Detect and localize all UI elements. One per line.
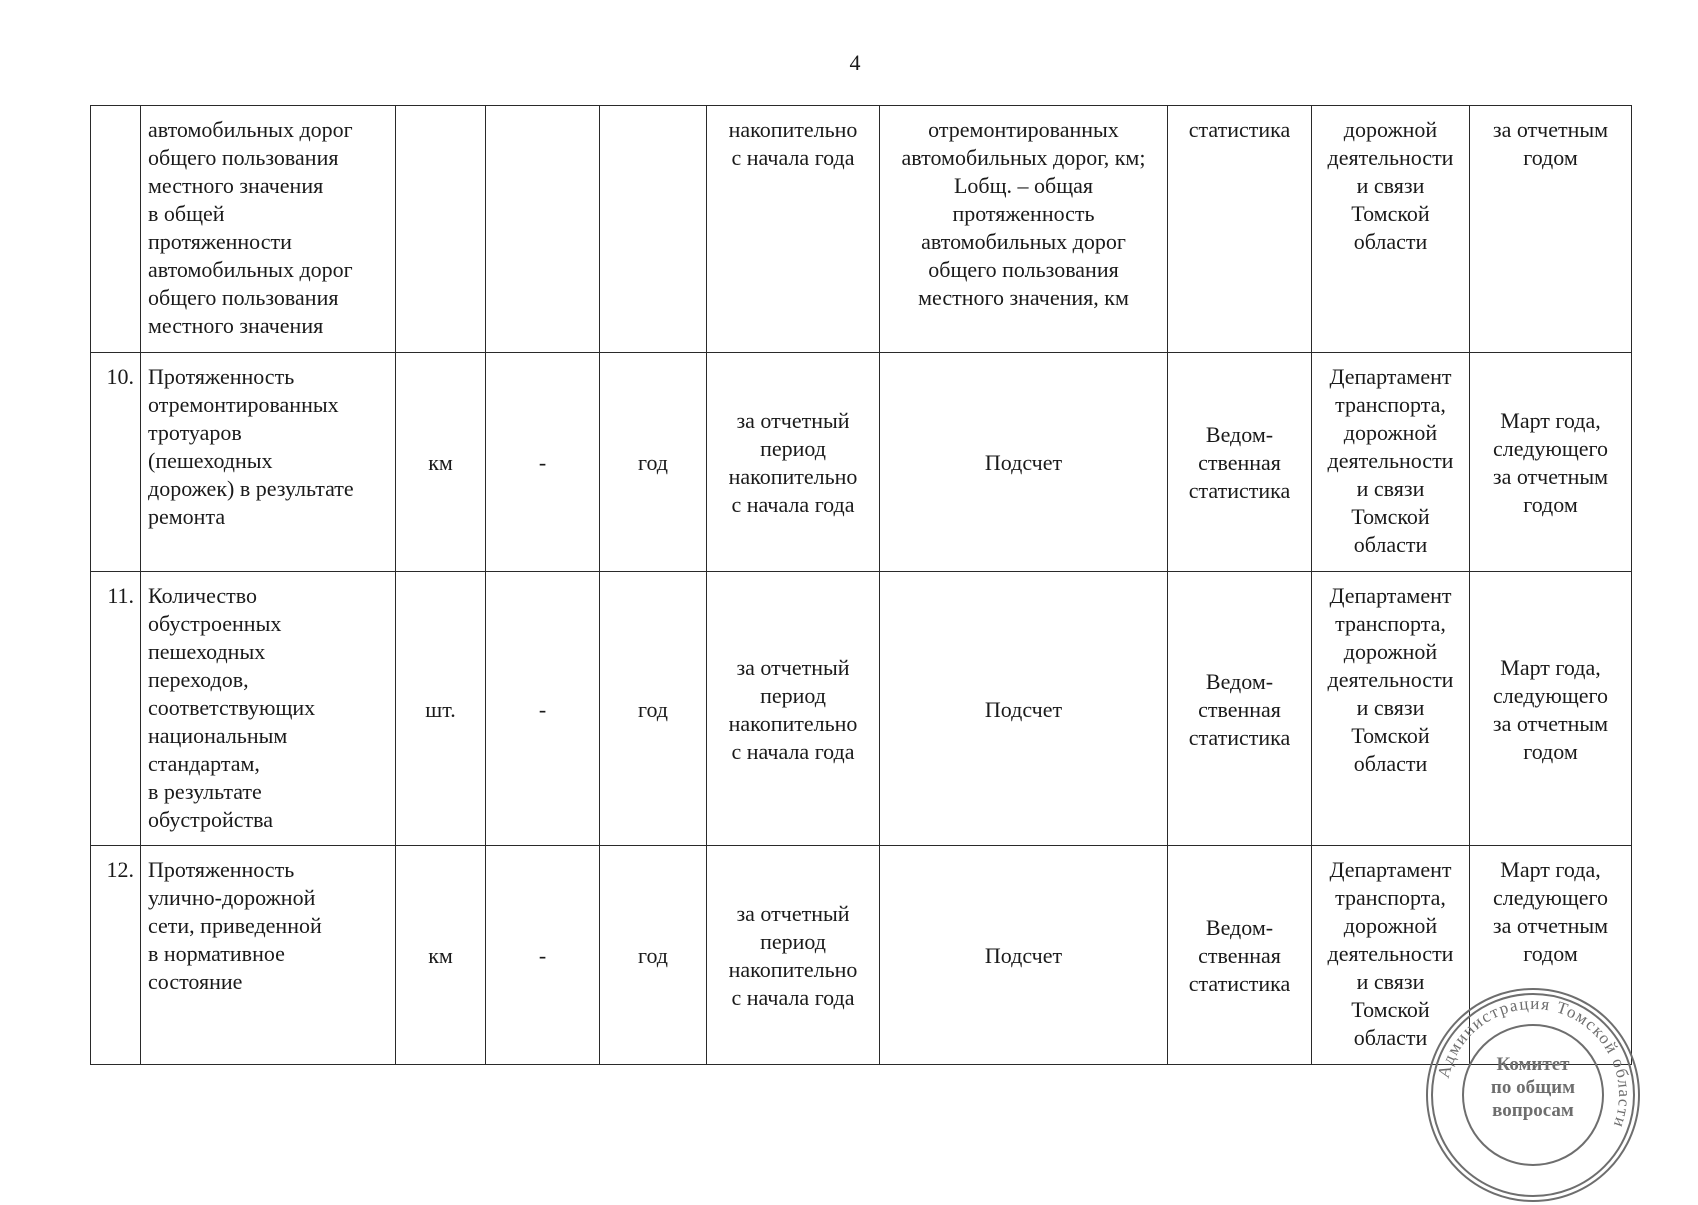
cell-frequency: год [600, 572, 707, 846]
cell-num: 12. [91, 846, 141, 1065]
cell-unit: км [396, 353, 486, 572]
cell-period: за отчетный период накопительно с начала года [707, 846, 880, 1065]
cell-frequency: год [600, 846, 707, 1065]
cell-unit: км [396, 846, 486, 1065]
cell-method: Подсчет [880, 353, 1168, 572]
cell-department: Департамент транспорта, дорожной деятельности и связи Томской области [1312, 353, 1470, 572]
cell-deadline: Март года, следующего за отчетным годом [1470, 353, 1632, 572]
cell-direction: - [486, 353, 600, 572]
cell-source: Ведом- ственная статистика [1168, 353, 1312, 572]
cell-indicator-name: Протяженность отремонтированных тротуаров (пешеходных дорожек) в результате ремонта [141, 353, 396, 572]
table-row [91, 572, 1632, 846]
cell-period: за отчетный период накопительно с начала года [707, 353, 880, 572]
cell-method: Подсчет [880, 846, 1168, 1065]
cell-frequency: год [600, 353, 707, 572]
cell-num: 10. [91, 353, 141, 572]
table-row-continuation [91, 106, 1632, 353]
cell-department: Департамент транспорта, дорожной деятельности и связи Томской области [1312, 846, 1470, 1065]
page-number: 4 [849, 50, 861, 75]
cell-indicator-name: Количество обустроенных пешеходных переходов, соответствующих национальным стандартам, в результате обустройства [141, 572, 396, 846]
seal-ring-text: Администрация Томской области [1433, 993, 1635, 1132]
cell-department: дорожной деятельности и связи Томской области [1312, 106, 1470, 353]
cell-method: отремонтированных автомобильных дорог, км; Lобщ. – общая протяженность автомобильных дорог общего пользования местного значения, км [880, 106, 1168, 353]
cell-num: 11. [91, 572, 141, 846]
indicators-table [90, 105, 1632, 1065]
seal-center-line-1: Комитет [1496, 1054, 1570, 1075]
cell-indicator-name: автомобильных дорог общего пользования местного значения в общей протяженности автомобильных дорог общего пользования местного значения [141, 106, 396, 353]
cell-unit [396, 106, 486, 353]
cell-method: Подсчет [880, 572, 1168, 846]
cell-direction: - [486, 572, 600, 846]
cell-period: за отчетный период накопительно с начала года [707, 572, 880, 846]
cell-frequency [600, 106, 707, 353]
seal-center-line-2: по общим [1490, 1077, 1576, 1098]
cell-source: статистика [1168, 106, 1312, 353]
cell-unit: шт. [396, 572, 486, 846]
cell-direction: - [486, 846, 600, 1065]
cell-direction [486, 106, 600, 353]
seal-center-line-3: вопросам [1492, 1100, 1574, 1121]
cell-department: Департамент транспорта, дорожной деятельности и связи Томской области [1312, 572, 1470, 846]
cell-source: Ведом- ственная статистика [1168, 572, 1312, 846]
cell-num [91, 106, 141, 353]
cell-deadline: Март года, следующего за отчетным годом [1470, 846, 1632, 1065]
cell-indicator-name: Протяженность улично-дорожной сети, приведенной в нормативное состояние [141, 846, 396, 1065]
cell-source: Ведом- ственная статистика [1168, 846, 1312, 1065]
table-row [91, 846, 1632, 1065]
cell-period: накопительно с начала года [707, 106, 880, 353]
cell-deadline: за отчетным годом [1470, 106, 1632, 353]
official-seal-stamp [1423, 985, 1643, 1205]
table-row [91, 353, 1632, 572]
cell-deadline: Март года, следующего за отчетным годом [1470, 572, 1632, 846]
